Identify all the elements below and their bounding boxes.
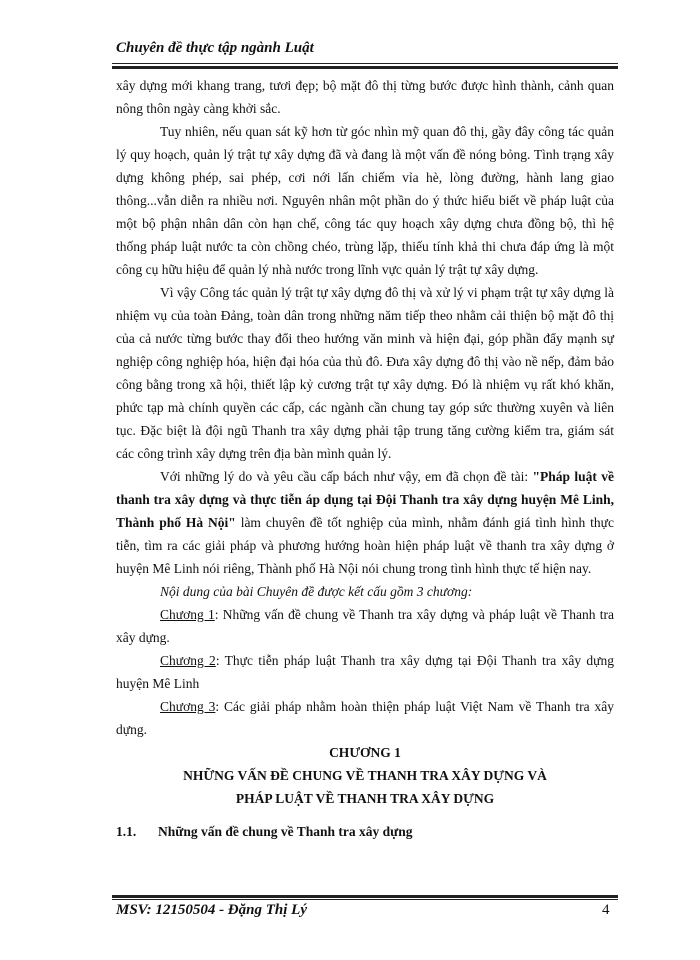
header-rule-thick — [112, 66, 618, 69]
paragraph-1: xây dựng mới khang trang, tươi đẹp; bộ mặt đô thị từng bước được hình thành, cảnh quan nông thôn ngày càng khởi sắc. — [116, 78, 614, 116]
chapter-title-line-2: PHÁP LUẬT VỀ THANH TRA XÂY DỰNG — [235, 791, 495, 806]
page-body — [116, 74, 614, 843]
chapter-1-desc: : Những vấn đề chung về Thanh tra xây dựng và pháp luật về Thanh tra xây dựng. — [116, 607, 614, 645]
chapter-number: CHƯƠNG 1 — [329, 745, 401, 760]
structure-intro: Nội dung của bài Chuyên đề được kết cấu gồm 3 chương: — [160, 584, 473, 599]
footer-rule-thick — [112, 895, 618, 898]
chapter-2-label: Chương 2 — [160, 653, 216, 668]
chapter-1-label: Chương 1 — [160, 607, 215, 622]
paragraph-3: Vì vậy Công tác quản lý trật tự xây dựng đô thị và xử lý vi phạm trật tự xây dựng là nhiệm vụ của toàn Đảng, toàn dân trong những năm tiếp theo nhằm cải thiện bộ mặt đô thị của cả nước từng bước thay đổi theo hướng văn minh và hiện đại, góp phần đẩy mạnh sự nghiệp công nghiệp hóa, hiện đại hóa của thủ đô. Đưa xây dựng đô thị vào nề nếp, đảm bảo công bằng trong xã hội, thiết lập kỷ cương trật tự xây dựng. Đó là nhiệm vụ rất khó khăn, phức tạp mà chính quyền các cấp, các ngành cần chung tay góp sức thường xuyên và liên tục. Đặc biệt là đội ngũ Thanh tra xây dựng phải tập trung tăng cường kiểm tra, giám sát các công trình xây dựng trên địa bàn mình quản lý. — [116, 285, 614, 461]
chapter-3-desc: : Các giải pháp nhằm hoàn thiện pháp luật Việt Nam về Thanh tra xây dựng. — [116, 699, 614, 737]
chapter-list-item-2 — [116, 649, 614, 695]
footer-student-info: MSV: 12150504 - Đặng Thị Lý — [116, 902, 307, 918]
section-heading — [116, 820, 614, 843]
footer-rule-thin — [112, 899, 618, 900]
header-rule-thin — [112, 63, 618, 64]
page-number: 4 — [602, 902, 610, 918]
chapter-list-item-3 — [116, 695, 614, 741]
paragraph-2: Tuy nhiên, nếu quan sát kỹ hơn từ góc nhìn mỹ quan đô thị, gầy đây công tác quản lý quy hoạch, quản lý trật tự xây dựng đã và đang là một vấn đề nóng bỏng. Tình trạng xây dựng không phép, sai phép, cơi nới lấn chiếm vỉa hè, lòng đường, hành lang giao thông...vẫn diễn ra nhiều nơi. Nguyên nhân một phần do ý thức hiểu biết về pháp luật của một bộ phận nhân dân còn hạn chế, công tác quy hoạch xây dựng chưa đồng bộ, thì hệ thống pháp luật nước ta còn chồng chéo, trùng lặp, thiếu tính khả thi chưa đáp ứng là một công cụ hữu hiệu để quản lý nhà nước trong lĩnh vực quản lý trật tự xây dựng. — [116, 124, 614, 277]
chapter-3-label: Chương 3 — [160, 699, 216, 714]
chapter-heading — [116, 741, 614, 810]
chapter-title-line-1: NHỮNG VẤN ĐỀ CHUNG VỀ THANH TRA XÂY DỰNG VÀ — [183, 768, 547, 783]
chapter-2-desc: : Thực tiễn pháp luật Thanh tra xây dựng tại Đội Thanh tra xây dựng huyện Mê Linh — [116, 653, 614, 691]
thesis-title: "Pháp luật về thanh tra xây dựng và thực tiễn áp dụng tại Đội Thanh tra xây dựng huyện Mê Linh, Thành phố Hà Nội" — [116, 469, 614, 530]
section-title: Những vấn đề chung về Thanh tra xây dựng — [158, 824, 413, 839]
paragraph-4 — [116, 465, 614, 580]
paragraph-4-tail: làm chuyên đề tốt nghiệp của mình, nhằm đánh giá tình hình thực tiễn, tìm ra các giải pháp và phương hướng hoàn hiện pháp luật về thanh tra xây dựng ở huyện Mê Linh nói riêng, Thành phố Hà Nội nói chung trong tình hình thực tế hiện nay. — [116, 515, 614, 576]
paragraph-4-lead: Với những lý do và yêu cầu cấp bách như vậy, em đã chọn đề tài: — [160, 469, 533, 484]
section-number: 1.1. — [116, 824, 137, 839]
running-header: Chuyên đề thực tập ngành Luật — [116, 40, 314, 56]
chapter-list-item-1 — [116, 603, 614, 649]
